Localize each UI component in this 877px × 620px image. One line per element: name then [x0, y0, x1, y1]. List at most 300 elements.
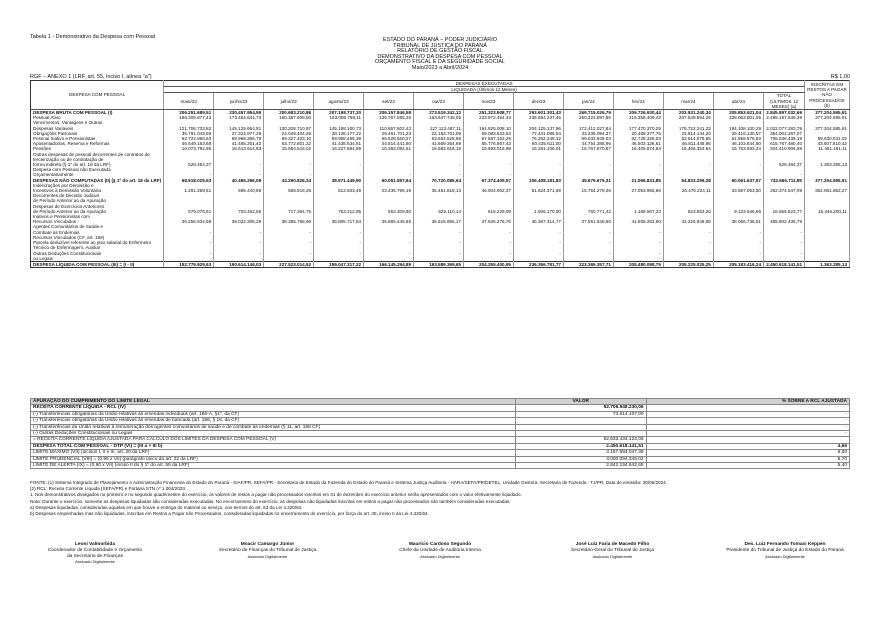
month-header: julho/23: [264, 93, 314, 110]
row-value: -: [464, 251, 514, 256]
row-value: 364.002.267,07: [764, 131, 805, 136]
row-value: -: [563, 230, 613, 235]
row-value: -: [563, 172, 613, 177]
row-value: 377.204.595,91: [805, 126, 850, 131]
row-value: 46.649.163,68: [164, 141, 214, 146]
row-value: 16.227.864,89: [314, 146, 364, 151]
row-value: 130.208.710,97: [264, 126, 314, 131]
row-value: 717.384,75: [264, 209, 314, 214]
row-value: 765.636.436,19: [764, 136, 805, 141]
row-label: Recursos Vinculados (CF, art. 198): [31, 235, 164, 240]
signature-block: [30, 542, 160, 565]
row-value: 528.484,37: [764, 162, 805, 167]
row-value: 69.327.403,10: [264, 136, 314, 141]
row-value: 62.722.956,63: [164, 136, 214, 141]
row-value: -: [414, 230, 464, 235]
row-value: -: [713, 240, 763, 245]
report-title: [30, 38, 850, 72]
row-value: 136.767.585,26: [364, 115, 414, 120]
row-value: -: [713, 172, 763, 177]
row-label: Indenizações por Demissão e: [31, 183, 164, 188]
limits-pct: -: [646, 424, 849, 430]
month-header: nov/23: [464, 93, 514, 110]
row-value: 60.051.557,64: [364, 178, 414, 183]
row-value: 1.189.567,23: [613, 209, 663, 214]
row-label: Despesa com Pessoal não Executada: [31, 167, 164, 172]
row-label: Decorrentes de Decisão Judicial: [31, 193, 164, 198]
row-value: 742.665.711,85: [764, 178, 805, 183]
signer-role2: da Secretaria de Finanças: [67, 553, 123, 559]
row-label: Outras despesas de pessoal decorrentes de contratos de: [31, 152, 164, 157]
row-value: 293.601.301,43: [513, 110, 563, 116]
row-value: -: [563, 240, 613, 245]
row-value: 653.309,80: [364, 209, 414, 214]
row-value: 46.811.448,66: [663, 141, 713, 146]
row-value: 127.113.487,11: [414, 126, 464, 131]
row-value: -: [364, 162, 414, 167]
row-value: 205.853.621,04: [713, 110, 763, 116]
row-label: Obrigações Patronais: [31, 131, 164, 136]
row-value: -: [164, 240, 214, 245]
row-value: -: [264, 240, 314, 245]
row-value: 145.198.100,73: [314, 126, 364, 131]
row-value: -: [663, 172, 713, 177]
signer-name: Leoni Valmorbida: [75, 542, 115, 547]
signer-name: Moacir Camargo Júnior: [240, 542, 295, 547]
row-value: 703.462,56: [214, 209, 264, 214]
row-value: 67.374.409,57: [464, 178, 514, 183]
row-value: -: [314, 240, 364, 245]
month-header: out/23: [414, 93, 464, 110]
row-value: 36.805.717,84: [314, 219, 364, 224]
row-value: 69.032.949,03: [563, 136, 613, 141]
row-value: 163.647.745,05: [414, 115, 464, 120]
row-value: -: [464, 240, 514, 245]
title-line: DEMONSTRATIVO DA DESPESA COM PESSOAL: [377, 53, 503, 60]
row-value: -: [364, 251, 414, 256]
row-value: 16.613.914,63: [214, 146, 264, 151]
row-value: 76.253.249,12: [513, 136, 563, 141]
row-value: 63.662.528,56: [414, 136, 464, 141]
total-value: 166.145.294,89: [364, 261, 414, 267]
row-label: terceirização ou de contratação de: [31, 157, 164, 162]
digital-sign-note: Assinado Digitalmente: [765, 553, 805, 559]
row-value: 41.669.354,69: [414, 141, 464, 146]
row-label: Parcela deduzível referente ao piso salarial do Enfermeiro: [31, 240, 164, 245]
total-value: 236.356.781,77: [513, 261, 563, 267]
row-label: de Período Anterior ao da Apuração: [31, 198, 164, 203]
row-value: 273.519.342,12: [414, 110, 464, 116]
row-value: 39.022.305,29: [214, 219, 264, 224]
row-value: 204.410.906,58: [764, 146, 805, 151]
row-value: -: [464, 230, 514, 235]
row-value: 188.309.877,43: [164, 115, 214, 120]
row-value: -: [164, 230, 214, 235]
row-value: -: [264, 172, 314, 177]
total-value: 193.589.369,65: [414, 261, 464, 267]
row-value: 60.061.637,57: [713, 178, 763, 183]
signature-block: [548, 542, 678, 565]
limits-value: 3.000.094.345,02: [516, 456, 647, 462]
row-value: 36.367.314,77: [513, 219, 563, 224]
row-value: 43.290.826,34: [264, 178, 314, 183]
row-value: 16.466.353,64: [663, 146, 713, 151]
row-value: 16.073.792,95: [164, 146, 214, 151]
row-value: 59.083.633,53: [464, 131, 514, 136]
month-header: fev/24: [613, 93, 663, 110]
row-value: 38.385.766,96: [264, 219, 314, 224]
row-label: Inativos e Pensionistas com: [31, 214, 164, 219]
row-label: Aposentadorias, Reserva e Reformas: [31, 141, 164, 146]
row-value: 2.845.897.032,69: [764, 110, 805, 116]
total-value: 205.225.025,25: [663, 261, 713, 267]
col-total-header: TOTAL (ÚLTIMOS 12 MESES) (a): [764, 93, 805, 110]
row-value: 206.251.689,51: [164, 110, 214, 116]
signer-name: José Luiz Faria de Macedo Filho: [575, 542, 650, 547]
row-value: 29.461.701,23: [364, 131, 414, 136]
row-value: 16.383.094,51: [364, 146, 414, 151]
row-value: 11.461.161,11: [805, 146, 850, 151]
limits-value: 52.633.434.123,06: [516, 437, 647, 443]
month-header: agosto/23: [314, 93, 364, 110]
row-value: 2.485.197.646,39: [764, 115, 805, 120]
row-value: 24.049.404,26: [264, 131, 314, 136]
row-value: -: [164, 172, 214, 177]
row-value: -: [264, 230, 314, 235]
row-value: 38.066.738,51: [713, 219, 763, 224]
row-value: 63.614.079,85: [663, 136, 713, 141]
row-value: 145.129.664,51: [214, 126, 264, 131]
row-value: -: [364, 230, 414, 235]
row-value: -: [264, 162, 314, 167]
signer-role: Chefe da Unidade de Auditoria Interna: [399, 547, 481, 553]
limits-label: (-) Transferências obrigatórias da União relativas às emendas individuais (art. 166-A, §1º, da CF): [31, 411, 516, 417]
row-value: -: [713, 162, 763, 167]
row-value: 36.515.855,17: [414, 219, 464, 224]
row-value: 46.503.126,61: [613, 141, 663, 146]
row-value: 65.528.560,27: [364, 136, 414, 141]
row-value: 625.110,14: [414, 209, 464, 214]
row-value: 65.776.867,43: [464, 141, 514, 146]
row-value: 16.583.916,16: [414, 146, 464, 151]
row-label: Recursos Vinculados: [31, 219, 164, 224]
limits-label: DESPESA TOTAL COM PESSOAL - DTP (VI) = (III a + III b): [31, 443, 516, 449]
row-label: Incentivos à Demissão Voluntária: [31, 188, 164, 193]
row-value: 465.802.436,79: [764, 219, 805, 224]
limits-label: (-) Transferências obrigatórias da União relativas às emendas de bancada (art. 166, § 16, da CF): [31, 418, 516, 424]
row-value: 38.671.449,90: [314, 178, 364, 183]
row-value: 377.204.595,91: [805, 110, 850, 116]
title-line: ESTADO DO PARANÁ – PODER JUDICIÁRIO: [382, 37, 498, 43]
limits-pct: 5,40: [646, 463, 849, 469]
row-value: -: [464, 162, 514, 167]
row-value: 44.754.388,96: [563, 141, 613, 146]
row-value: 22.183.701,09: [414, 131, 464, 136]
limits-value: 2.842.194.642,65: [516, 463, 647, 469]
title-line: RELATÓRIO DE GESTÃO FISCAL: [397, 48, 483, 55]
row-value: 207.198.737,20: [314, 110, 364, 116]
limits-label: LIMITE PRUDENCIAL (VIII) = (0,95 x VII) (parágrafo único do art. 22 da LRF): [31, 456, 516, 462]
row-value: 70.720.089,64: [414, 178, 464, 183]
row-value: 9.133.645,66: [713, 209, 763, 214]
row-value: 173.454.641,73: [214, 115, 264, 120]
row-value: -: [314, 162, 364, 167]
row-value: 15.554.516,02: [264, 146, 314, 151]
row-value: -: [764, 230, 805, 235]
row-value: 43.225.949,58: [663, 219, 713, 224]
row-value: -: [613, 240, 663, 245]
row-value: 16.693.016,99: [464, 146, 514, 151]
limits-value: 52.706.948.230,06: [516, 405, 647, 411]
row-value: 206.157.846,58: [364, 110, 414, 116]
note-line: Nota: Durante o exercício, somente as despesas liquidadas são consideradas executadas. No encerramento do exercício, as despesas não liquidadas inscritas em restos a pagar não processados são também consideradas executadas.: [30, 498, 511, 504]
row-value: 377.204.595,91: [805, 178, 850, 183]
row-value: 36.791.043,59: [164, 131, 214, 136]
limits-head-pct: % SOBRE A RCL AJUSTADA: [646, 399, 849, 405]
row-value: 35.865.445,65: [364, 219, 414, 224]
limits-label: (-) Transferências da União relativas à remuneração dos agentes comunitários de saúde e de combate às endemias (§ 11, art. 198 CF): [31, 424, 516, 430]
currency-unit: R$ 1,00: [830, 74, 850, 80]
note-line: (2) RCL: Receita Corrente Líquida (SEFA/PR) e Portaria STN nº 1.004/2023.: [30, 486, 187, 492]
row-value: 23.814.144,20: [663, 131, 713, 136]
row-value: 566.816,26: [264, 188, 314, 193]
total-value: 204.255.400,95: [464, 261, 514, 267]
row-value: 362.051.853,27: [805, 188, 850, 193]
total-row: [31, 261, 850, 267]
row-value: -: [663, 240, 713, 245]
row-value: -: [563, 162, 613, 167]
limits-label: LIMITE DE ALERTA (IX) = (0,90 x VII) (inciso II do § 1º do art. 59 da LRF): [31, 463, 516, 469]
digital-sign-note: Assinado Digitalmente: [75, 559, 115, 565]
limits-pct: 6,00: [646, 450, 849, 456]
limits-pct: 4,66: [646, 443, 849, 449]
row-value: 250.323.897,85: [563, 115, 613, 120]
row-value: 43.607.610,42: [805, 141, 850, 146]
row-value: 27.053.955,66: [613, 188, 663, 193]
row-value: 236.694.237,46: [513, 115, 563, 120]
note-line: a) Despesas liquidadas, consideradas aquelas em que houve a entrega do material ou serviço, nos termos do art. 63 da Lei 4.320/64.: [30, 504, 303, 510]
row-value: -: [513, 251, 563, 256]
signature-block: [375, 542, 505, 565]
row-value: 251.323.508,77: [464, 110, 514, 116]
row-value: 200.683.210,86: [264, 110, 314, 116]
row-value: 45.679.679,31: [563, 178, 613, 183]
month-header: maio/23: [164, 93, 214, 110]
col-despesa-header: DESPESA COM PESSOAL: [31, 81, 164, 110]
signer-name: Des. Luiz Fernando Tomasi Keppen: [744, 542, 826, 547]
row-value: 121.706.733,82: [164, 126, 214, 131]
note-line: 1. Nos demonstrativos divulgados no primeiro e no segundo quadrimestre do exercício, os valores de restos a pagar não processados inscritos em 31 de dezembro do exercício anterior serão apresentados com o valor efetivamente liquidado.: [30, 492, 522, 498]
row-value: 40.465.266,08: [214, 178, 264, 183]
limits-label: LIMITE MÁXIMO (VII) (incisos I, II e III, art. 20 da LRF): [31, 450, 516, 456]
signer-name: Maurício Cardoso Segundo: [408, 542, 472, 547]
row-value: -: [663, 230, 713, 235]
row-value: 760.771,42: [563, 209, 613, 214]
row-value: 28.136.177,22: [314, 131, 364, 136]
row-value: -: [713, 230, 763, 235]
row-value: 1.506.170,00: [513, 209, 563, 214]
row-value: 377.204.595,91: [805, 115, 850, 120]
total-value: 2.450.618.141,51: [764, 261, 805, 267]
row-value: -: [364, 172, 414, 177]
total-value: 1.363.285,13: [805, 261, 850, 267]
limits-head-value: VALOR: [516, 399, 647, 405]
col-sub1-header: LIQUIDADA (Últimos 12 Meses): [164, 87, 805, 93]
row-value: -: [214, 172, 264, 177]
row-value: 51.624.371,69: [513, 188, 563, 193]
row-value: -: [613, 230, 663, 235]
row-label: DESPESAS NÃO COMPUTADAS (II) (§ 1º do art. 19 da LRF): [31, 178, 164, 183]
limits-value: 3.157.994.047,39: [516, 450, 647, 456]
row-value: 23.436.796,19: [364, 188, 414, 193]
row-label: Orçamentariamente: [31, 172, 164, 177]
row-label: Despesas Variáveis: [31, 126, 164, 131]
row-label: Pensões: [31, 146, 164, 151]
row-value: 15.763.593,24: [713, 146, 763, 151]
row-value: 615.767.480,40: [764, 141, 805, 146]
row-value: 262.374.547,09: [764, 188, 805, 193]
row-value: -: [613, 251, 663, 256]
total-value: 223.369.357,71: [563, 261, 613, 267]
row-label: de Período Anterior ao da Apuração: [31, 209, 164, 214]
row-value: 204.125.137,96: [513, 126, 563, 131]
row-value: 33.236.094,37: [563, 131, 613, 136]
row-value: -: [513, 162, 563, 167]
row-value: -: [264, 251, 314, 256]
row-value: 164.925.008,10: [464, 126, 514, 131]
row-value: 27.324.977,28: [214, 131, 264, 136]
row-value: 230.457.954,59: [214, 110, 264, 116]
row-label: Vencimentos, Vantagens e Outras: [31, 120, 164, 125]
total-label: DESPESA LÍQUIDA COM PESSOAL (III) = (I - II): [31, 261, 164, 267]
annex-reference: RGF – ANEXO 1 (LRF, art. 55, inciso I, alínea "a"): [30, 74, 152, 80]
row-value: 695.440,89: [214, 188, 264, 193]
digital-sign-note: Assinado Digitalmente: [247, 553, 288, 559]
row-value: 216.358.409,43: [613, 115, 663, 120]
signatures: [30, 542, 850, 565]
row-value: 61.958.576,63: [713, 136, 763, 141]
row-label: Despesas de Exercícios Anteriores: [31, 204, 164, 209]
row-label: Técnico de Enfermagem, Auxiliar: [31, 245, 164, 250]
row-value: 1.261.259,51: [164, 188, 214, 193]
total-value: 152.779.929,63: [164, 261, 214, 267]
month-header: abr/24: [713, 93, 763, 110]
notes-section: [30, 480, 850, 517]
signer-role: Coordenador de Contabilidade e Orçamento: [47, 547, 143, 553]
limits-pct: -: [646, 431, 849, 437]
total-value: 159.047.317,22: [314, 261, 364, 267]
row-label: Outras Deduções Constitucionais: [31, 251, 164, 256]
note-line: b) Despesas empenhadas mas não liquidadas, inscritas em Restos a Pagar não Processados, consideradas liquidadas no encerramento do exercício, por força do art. 35, inciso II da Lei 4.320/64.: [30, 511, 429, 517]
row-value: -: [464, 172, 514, 177]
signer-role: Secretário de Finanças do Tribunal de Justiça: [218, 547, 317, 553]
limits-pct: -: [646, 411, 849, 417]
row-value: 33.597.063,50: [713, 188, 763, 193]
row-value: 37.636.276,76: [464, 219, 514, 224]
limits-pct: 5,70: [646, 456, 849, 462]
row-value: 178.722.241,23: [663, 126, 713, 131]
row-label: Combate às Endemias: [31, 230, 164, 235]
limits-label: (-) Outras Deduções Constitucionais ou Legais: [31, 431, 516, 437]
row-value: 64.833.299,28: [663, 178, 713, 183]
row-value: 21.066.831,85: [613, 178, 663, 183]
row-value: -: [764, 172, 805, 177]
signer-role: Secretário-Geral do Tribunal de Justiça: [570, 547, 655, 553]
row-value: 172.412.027,84: [563, 126, 613, 131]
row-value: 106.408.181,83: [513, 178, 563, 183]
row-value: 16.767.870,57: [563, 146, 613, 151]
limits-row: [31, 463, 850, 469]
row-value: 67.687.162,29: [464, 136, 514, 141]
row-value: 63.772.801,22: [264, 141, 314, 146]
signer-role: Presidente do Tribunal de Justiça do Estado do Paraná: [726, 547, 844, 553]
row-value: -: [414, 172, 464, 177]
row-value: 160.367.608,50: [264, 115, 314, 120]
row-value: 41.436.634,61: [314, 141, 364, 146]
row-value: 207.549.554,26: [663, 115, 713, 120]
row-value: 20.488.377,76: [613, 131, 663, 136]
title-line: ORÇAMENTO FISCAL E DA SEGURIDADE SOCIAL: [375, 59, 505, 66]
row-value: -: [364, 240, 414, 245]
row-value: 44.814.441,80: [364, 141, 414, 146]
row-value: 579.076,51: [164, 209, 214, 214]
row-value: 194.108.100,29: [713, 126, 763, 131]
row-value: 15.754.279,26: [563, 188, 613, 193]
row-value: -: [164, 251, 214, 256]
row-value: 69.968.468,39: [314, 136, 364, 141]
total-value: 205.480.098,75: [613, 261, 663, 267]
row-value: -: [713, 251, 763, 256]
row-value: -: [214, 240, 264, 245]
row-value: -: [214, 251, 264, 256]
row-value: 16.405.674,64: [613, 146, 663, 151]
row-value: 46.504.962,37: [464, 188, 514, 193]
row-value: 15.446.200,11: [805, 209, 850, 214]
limits-value: 73.514.107,00: [516, 411, 647, 417]
row-value: -: [214, 230, 264, 235]
row-value: 528.484,37: [164, 162, 214, 167]
row-value: 2.022.077.283,79: [764, 126, 805, 131]
row-value: 36.258.934,68: [164, 219, 214, 224]
row-value: 523.553,20: [663, 209, 713, 214]
total-value: 227.523.014,52: [264, 261, 314, 267]
row-value: 206.726.930,44: [613, 110, 663, 116]
month-header: set/23: [364, 93, 414, 110]
row-value: -: [663, 251, 713, 256]
row-value: -: [414, 162, 464, 167]
row-value: -: [563, 251, 613, 256]
row-value: 29.416.130,57: [713, 131, 763, 136]
note-line: FONTE: (1) Sistema Integrado de Planejamento e Administração Financeira do Estado do Paraná - SIAF/PR, SEFA/PR - Secretaria de Estado da Fazenda do Estado do Paraná e Sistema Justiça Auditoria - HARA/SEFA/PR/DETEL, Unidade Gestora: Secretaria de Fazenda - TJ/PR, Data de emissão: 30/05/2024.: [30, 480, 667, 485]
row-value: -: [613, 162, 663, 167]
digital-sign-note: Assinado Digitalmente: [420, 553, 460, 559]
signature-block: [203, 542, 333, 565]
row-value: -: [613, 172, 663, 177]
limits-head-label: APURAÇÃO DO CUMPRIMENTO DO LIMITE LEGAL: [31, 399, 516, 405]
limits-label: = RECEITA CORRENTE LÍQUIDA AJUSTADA PARA CÁLCULO DOS LIMITES DA DESPESA COM PESSOAL (V): [31, 437, 516, 443]
title-line: TRIBUNAL DE JUSTIÇA DO PARANÁ: [393, 42, 487, 49]
total-value: 205.183.416,24: [713, 261, 763, 267]
row-value: 177.470.370,29: [613, 126, 663, 131]
row-value: 203.531.240,34: [663, 110, 713, 116]
row-label: Agentes Comunitários de Saúde e: [31, 224, 164, 229]
limits-table: [30, 398, 850, 469]
col-restos-header: INSCRITAS EM RESTOS A PAGAR NÃO PROCESSADOS (b): [805, 81, 850, 110]
digital-sign-note: Assinado Digitalmente: [592, 553, 633, 559]
row-value: 512.503,49: [314, 188, 364, 193]
row-value: -: [314, 251, 364, 256]
row-label: forma indireta (§ 1º do art. 18 da LRF): [31, 162, 164, 167]
